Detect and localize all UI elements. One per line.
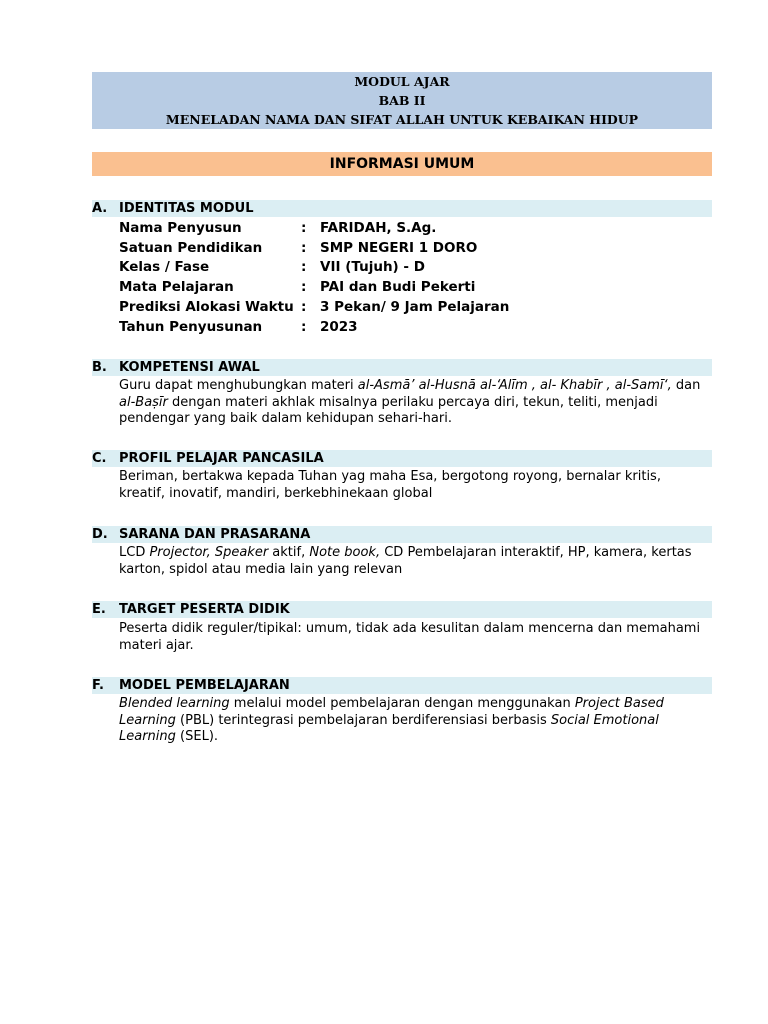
text-run: LCD <box>119 545 150 560</box>
identity-value: VII (Tujuh) - D <box>320 259 425 275</box>
identity-key: Kelas / Fase <box>119 259 210 275</box>
identity-value: PAI dan Budi Pekerti <box>320 279 476 295</box>
section-b-heading <box>92 359 712 376</box>
identity-colon: : <box>301 319 307 335</box>
italic-run: al-Baṣīr <box>119 394 168 410</box>
section-title: MODEL PEMBELAJARAN <box>119 678 290 693</box>
section-letter: D. <box>92 527 108 542</box>
section-e-heading <box>92 601 712 618</box>
identity-key: Mata Pelajaran <box>119 279 234 295</box>
section-letter: B. <box>92 360 107 375</box>
identity-key: Nama Penyusun <box>119 220 242 236</box>
text-run: dengan materi akhlak misalnya perilaku percaya diri, tekun, teliti, menjadi pendengar yang baik dalam kehidupan sehari-hari. <box>119 394 658 426</box>
identity-key: Tahun Penyusunan <box>119 319 263 335</box>
identity-value: FARIDAH, S.Ag. <box>320 220 437 236</box>
section-letter: F. <box>92 678 104 693</box>
text-run: melalui model pembelajaran dengan menggunakan <box>229 696 575 711</box>
identity-colon: : <box>301 240 307 256</box>
text-run: aktif, <box>268 545 310 560</box>
italic-run: Social Emotional Learning <box>119 712 659 744</box>
identity-value: 2023 <box>320 319 358 335</box>
section-letter: C. <box>92 451 107 466</box>
text-run: (PBL) terintegrasi pembelajaran berdiferensiasi berbasis <box>175 712 551 728</box>
model-pembelajaran-text <box>119 696 709 746</box>
italic-run: Projector, Speaker <box>149 545 269 560</box>
section-letter: E. <box>92 602 106 617</box>
section-d-heading <box>92 526 712 543</box>
text-run: dan <box>671 378 701 393</box>
identity-key: Satuan Pendidikan <box>119 240 263 256</box>
identity-colon: : <box>301 220 307 236</box>
text-run: CD Pembelajaran interaktif, HP, kamera, kertas karton, spidol atau media lain yang relevan <box>119 545 692 577</box>
general-info-heading: INFORMASI UMUM <box>92 152 712 176</box>
identity-colon: : <box>301 299 307 315</box>
identity-value: SMP NEGERI 1 DORO <box>320 240 478 256</box>
target-peserta-text: Peserta didik reguler/tipikal: umum, tidak ada kesulitan dalam mencerna dan memahami materi ajar. <box>119 621 701 653</box>
text-run: (SEL). <box>175 729 219 744</box>
section-letter: A. <box>92 201 108 216</box>
identity-colon: : <box>301 259 307 275</box>
sarana-prasarana-text <box>119 545 709 578</box>
section-title: KOMPETENSI AWAL <box>119 360 260 375</box>
section-title: TARGET PESERTA DIDIK <box>119 602 290 617</box>
section-a-heading <box>92 200 712 217</box>
identity-colon: : <box>301 279 307 295</box>
italic-run: Project Based Learning <box>119 696 664 728</box>
section-title: PROFIL PELAJAR PANCASILA <box>119 451 324 466</box>
profil-pelajar-text: Beriman, bertakwa kepada Tuhan yag maha Esa, bergotong royong, bernalar kritis, kreatif, inovatif, mandiri, berkebhinekaan global <box>119 469 661 501</box>
italic-run: al-Asmā’ al-Husnā al-‘Alīm , al- Khabīr , al-Samī‘, <box>357 378 672 393</box>
module-title-line-1: MODUL AJAR <box>354 74 450 89</box>
section-title: SARANA DAN PRASARANA <box>119 527 311 542</box>
kompetensi-awal-text <box>119 378 709 428</box>
section-title: IDENTITAS MODUL <box>119 201 254 216</box>
module-title-line-3: MENELADAN NAMA DAN SIFAT ALLAH UNTUK KEBAIKAN HIDUP <box>165 112 639 127</box>
italic-run: Note book, <box>309 545 381 560</box>
module-title-block <box>92 72 712 129</box>
section-f-heading <box>92 677 712 694</box>
module-title-line-2: BAB II <box>378 93 426 108</box>
section-c-heading <box>92 450 712 467</box>
text-run: Guru dapat menghubungkan materi <box>119 378 358 393</box>
italic-run: Blended learning <box>119 696 230 711</box>
identity-value: 3 Pekan/ 9 Jam Pelajaran <box>320 299 510 315</box>
identity-key: Prediksi Alokasi Waktu <box>119 299 294 315</box>
